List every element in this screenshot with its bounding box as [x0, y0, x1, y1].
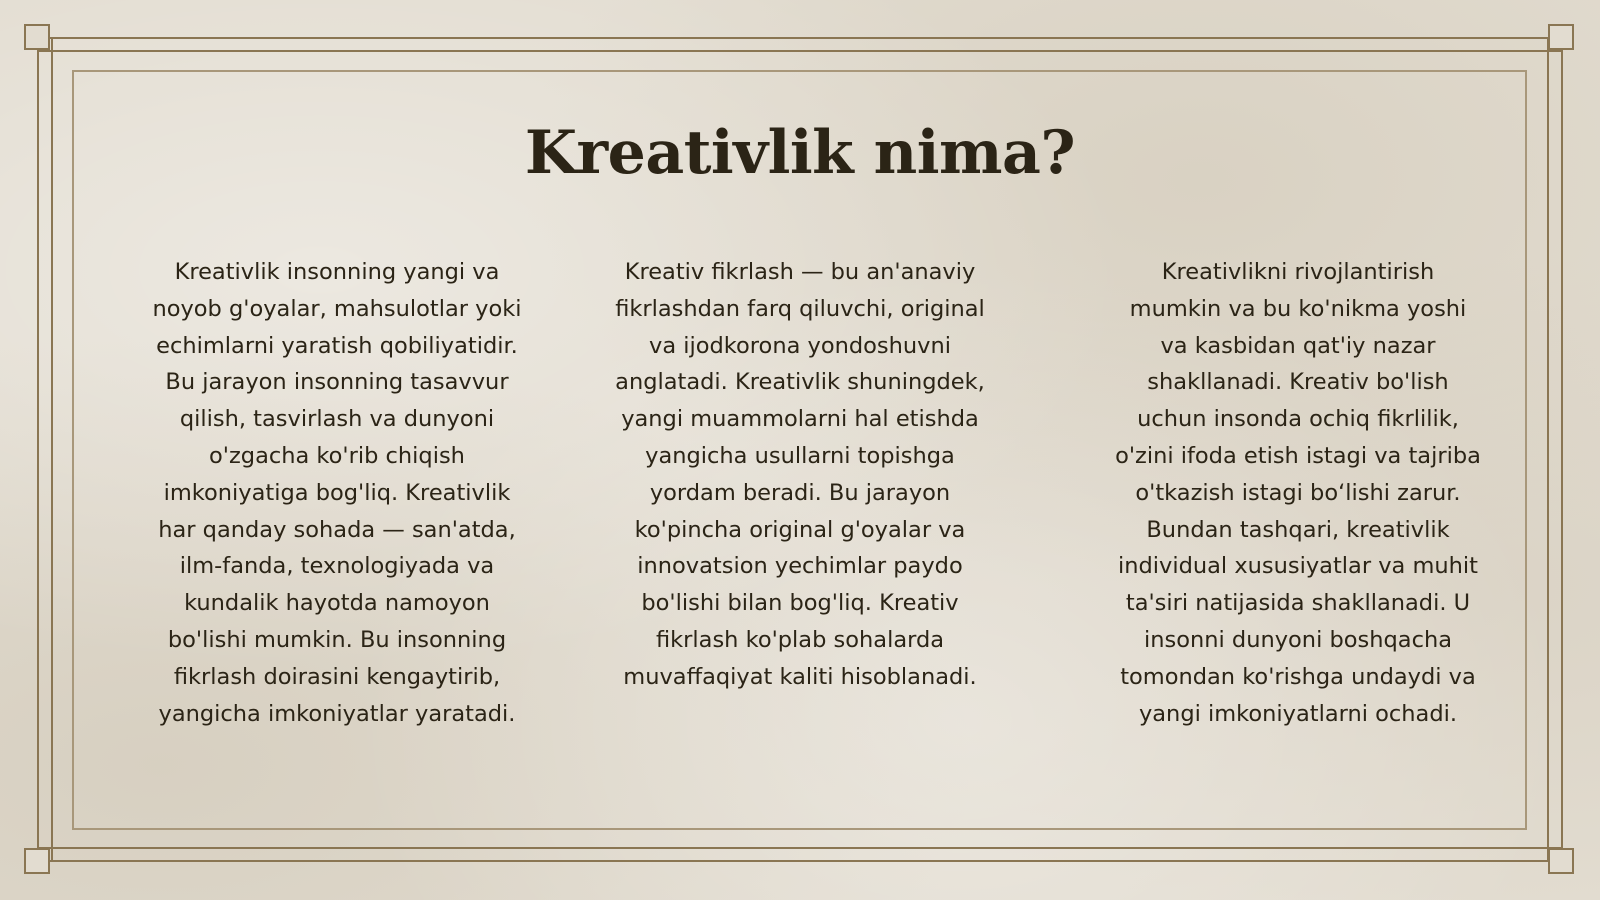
frame-top-line-outer: [38, 37, 1562, 39]
frame-corner-bottom-right: [1548, 848, 1574, 874]
frame-bottom-line-inner: [38, 847, 1562, 849]
text-column-2: Kreativ fikrlash — bu an'anaviy fikrlashdan farq qiluvchi, original va ijodkorona yondoshuvni anglatadi. Kreativlik shuningdek, yangi muammolarni hal etishda yangicha usullarni topishga yordam beradi. Bu jarayon ko'pincha original g'oyalar va innovatsion yechimlar paydo bo'lishi bilan bog'liq. Kreativ fikrlash ko'plab sohalarda muvaffaqiyat kaliti hisoblanadi.: [615, 259, 985, 690]
text-column-1: Kreativlik insonning yangi va noyob g'oyalar, mahsulotlar yoki echimlarni yaratish qobiliyatidir. Bu jarayon insonning tasavvur qilish, tasvirlash va dunyoni o'zgacha ko'rib chiqish imkoniyatiga bog'liq. Kreativlik har qanday sohada — san'atda, ilm-fanda, texnologiyada va kundalik hayotda namoyon bo'lishi mumkin. Bu insonning fikrlash doirasini kengaytirib, yangicha imkoniyatlar yaratadi.: [152, 259, 522, 727]
frame-corner-bottom-left: [24, 848, 50, 874]
frame-top-line-inner: [38, 50, 1562, 52]
slide-title: Kreativlik nima?: [524, 118, 1076, 188]
frame-corner-top-left: [24, 24, 50, 50]
frame-bottom-line-outer: [38, 860, 1562, 862]
text-column-3: Kreativlikni rivojlantirish mumkin va bu ko'nikma yoshi va kasbidan qat'iy nazar shakllanadi. Kreativ bo'lish uchun insonda ochiq fikrlilik, o'zini ifoda etish istagi va tajriba o'tkazish istagi bo‘lishi zarur. Bundan tashqari, kreativlik individual xususiyatlar va muhit ta'siri natijasida shakllanadi. U insonni dunyoni boshqacha tomondan ko'rishga undaydi va yangi imkoniyatlarni ochadi.: [1115, 259, 1481, 727]
frame-corner-top-right: [1548, 24, 1574, 50]
